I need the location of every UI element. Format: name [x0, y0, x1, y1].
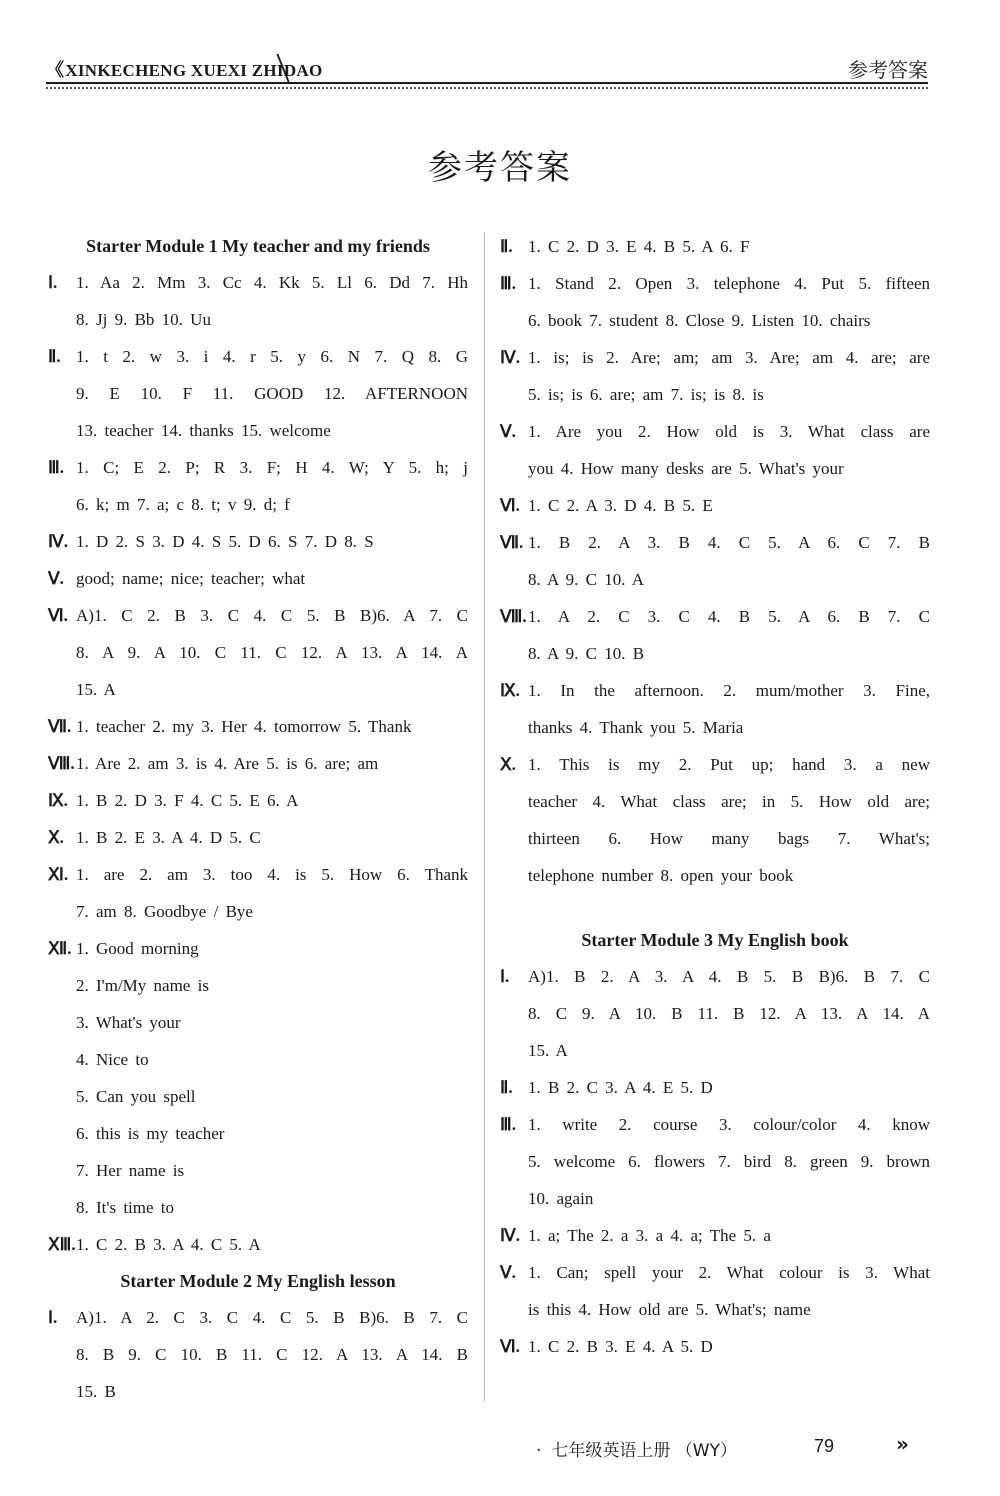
answer-section [500, 524, 930, 598]
module-title: Starter Module 2 My English lesson [120, 1271, 396, 1291]
section-number: Ⅹ. [48, 828, 64, 847]
answer-section [500, 1328, 930, 1365]
answer-line: 1. A 2. C 3. C 4. B 5. A 6. B 7. C [528, 607, 930, 626]
answer-section [500, 746, 930, 894]
answer-line: 6. k; m 7. a; c 8. t; v 9. d; f [76, 495, 290, 514]
answer-section [500, 339, 930, 413]
answer-line: 15. A [76, 680, 116, 699]
answer-line: 8. A 9. A 10. C 11. C 12. A 13. A 14. A [76, 643, 468, 662]
answer-line: is this 4. How old are 5. What's; name [528, 1300, 811, 1319]
answer-line: 1. B 2. A 3. B 4. C 5. A 6. C 7. B [528, 533, 930, 552]
section-number: Ⅳ. [500, 1226, 520, 1245]
answer-line: 3. What's your [76, 1013, 181, 1032]
answer-line: 6. book 7. student 8. Close 9. Listen 10. chairs [528, 311, 871, 330]
answer-line: 13. teacher 14. thanks 15. welcome [76, 421, 331, 440]
section-number: Ⅰ. [48, 273, 58, 292]
answer-line: 10. again [528, 1189, 594, 1208]
book-title: 七年级英语上册 （WY） [551, 1441, 738, 1461]
answer-section [48, 856, 468, 930]
answer-line: 1. t 2. w 3. i 4. r 5. y 6. N 7. Q 8. G [76, 347, 468, 366]
answer-line: 5. welcome 6. flowers 7. bird 8. green 9. brown [528, 1152, 930, 1171]
answer-line: 1. Can; spell your 2. What colour is 3. What [528, 1263, 930, 1282]
footer-dot: · [536, 1441, 542, 1461]
header-rule [46, 82, 928, 84]
answer-section [48, 1299, 468, 1410]
answer-line: you 4. How many desks are 5. What's your [528, 459, 844, 478]
answer-line: 7. am 8. Goodbye / Bye [76, 902, 253, 921]
answer-section [48, 745, 468, 782]
section-number: Ⅶ. [500, 533, 524, 552]
section-number: Ⅵ. [500, 1337, 520, 1356]
answer-line: telephone number 8. open your book [528, 866, 794, 885]
answer-section [48, 597, 468, 708]
answer-line: 1. C 2. B 3. E 4. A 5. D [528, 1337, 713, 1356]
answer-line: 15. B [76, 1382, 116, 1401]
section-number: Ⅱ. [500, 237, 513, 256]
section-number: Ⅸ. [48, 791, 68, 810]
left-column [48, 228, 468, 1410]
section-number: Ⅲ. [48, 458, 64, 477]
section-number: Ⅸ. [500, 681, 520, 700]
column-divider [484, 232, 485, 1402]
answer-line: 1. is; is 2. Are; am; am 3. Are; am 4. are; are [528, 348, 930, 367]
answer-section [500, 598, 930, 672]
answer-line: 7. Her name is [76, 1161, 185, 1180]
answer-section [48, 930, 468, 1226]
section-number: Ⅳ. [500, 348, 520, 367]
answer-line: 1. Are you 2. How old is 3. What class are [528, 422, 930, 441]
running-header [46, 52, 928, 86]
answer-line: 9. E 10. F 11. GOOD 12. AFTERNOON [76, 384, 468, 403]
answer-line: thanks 4. Thank you 5. Maria [528, 718, 744, 737]
answer-section [48, 819, 468, 856]
answer-line: 1. C 2. B 3. A 4. C 5. A [76, 1235, 261, 1254]
next-page-icon: » [896, 1432, 909, 1456]
module-title: Starter Module 3 My English book [581, 930, 849, 950]
answer-line: 1. C 2. A 3. D 4. B 5. E [528, 496, 713, 515]
answer-line: 15. A [528, 1041, 568, 1060]
answer-section [48, 708, 468, 745]
answer-line: 6. this is my teacher [76, 1124, 225, 1143]
answer-section [500, 265, 930, 339]
answer-line: 8. B 9. C 10. B 11. C 12. A 13. A 14. B [76, 1345, 468, 1364]
answer-line: 1. C 2. D 3. E 4. B 5. A 6. F [528, 237, 750, 256]
answer-section [500, 1106, 930, 1217]
section-number: Ⅴ. [48, 569, 64, 588]
answer-line: 1. B 2. D 3. F 4. C 5. E 6. A [76, 791, 299, 810]
answer-line: 1. C; E 2. P; R 3. F; H 4. W; Y 5. h; j [76, 458, 468, 477]
section-number: Ⅴ. [500, 422, 516, 441]
answer-line: 1. teacher 2. my 3. Her 4. tomorrow 5. Thank [76, 717, 412, 736]
answer-line: teacher 4. What class are; in 5. How old are; [528, 792, 930, 811]
section-number: Ⅵ. [48, 606, 68, 625]
answer-line: 4. Nice to [76, 1050, 149, 1069]
section-number: Ⅰ. [500, 967, 510, 986]
answer-line: 8. A 9. C 10. B [528, 644, 645, 663]
section-number: Ⅹ. [500, 755, 516, 774]
answer-section [500, 1069, 930, 1106]
answer-line: 8. It's time to [76, 1198, 175, 1217]
answer-section [48, 523, 468, 560]
section-number: Ⅴ. [500, 1263, 516, 1282]
section-number: ⅩⅢ. [48, 1235, 76, 1254]
section-number: Ⅲ. [500, 274, 516, 293]
header-section-title: 参考答案 [848, 58, 928, 82]
section-number: Ⅱ. [48, 347, 61, 366]
section-number: Ⅷ. [500, 607, 527, 626]
answer-section [48, 782, 468, 819]
answer-section [48, 1226, 468, 1263]
answer-section [48, 264, 468, 338]
answer-line: 5. Can you spell [76, 1087, 196, 1106]
page-number: 79 [814, 1436, 835, 1456]
section-number: Ⅻ. [48, 939, 72, 958]
answer-line: 1. are 2. am 3. too 4. is 5. How 6. Thank [76, 865, 468, 884]
right-column [500, 228, 930, 1365]
answer-line: 2. I'm/My name is [76, 976, 209, 995]
section-number: Ⅳ. [48, 532, 68, 551]
page-title: 参考答案 [428, 148, 572, 188]
section-number: Ⅶ. [48, 717, 72, 736]
section-number: Ⅺ. [48, 865, 69, 884]
answer-line: A)1. C 2. B 3. C 4. C 5. B B)6. A 7. C [76, 606, 468, 625]
answer-line: 8. C 9. A 10. B 11. B 12. A 13. A 14. A [528, 1004, 930, 1023]
answer-line: 1. write 2. course 3. colour/color 4. know [528, 1115, 930, 1134]
answer-line: 1. Good morning [76, 939, 199, 958]
answer-section [500, 1217, 930, 1254]
module-title: Starter Module 1 My teacher and my friends [86, 236, 430, 256]
header-dotted-rule [46, 87, 928, 89]
double-chevron-icon: 《 [46, 60, 65, 80]
answer-line: 1. Are 2. am 3. is 4. Are 5. is 6. are; am [76, 754, 379, 773]
answer-line: 1. a; The 2. a 3. a 4. a; The 5. a [528, 1226, 771, 1245]
answer-line: 1. B 2. E 3. A 4. D 5. C [76, 828, 261, 847]
brand-text: XINKECHENG XUEXI ZHIDAO [65, 61, 323, 80]
section-number: Ⅲ. [500, 1115, 516, 1134]
answer-line: 5. is; is 6. are; am 7. is; is 8. is [528, 385, 764, 404]
answer-section [500, 958, 930, 1069]
section-number: Ⅵ. [500, 496, 520, 515]
answer-line: 1. In the afternoon. 2. mum/mother 3. Fine, [528, 681, 930, 700]
answer-section [500, 672, 930, 746]
section-number: Ⅰ. [48, 1308, 58, 1327]
answer-section [500, 228, 930, 265]
answer-section [500, 413, 930, 487]
answer-line: good; name; nice; teacher; what [76, 569, 306, 588]
answer-line: 1. This is my 2. Put up; hand 3. a new [528, 755, 930, 774]
section-number: Ⅷ. [48, 754, 75, 773]
answer-line: A)1. A 2. C 3. C 4. C 5. B B)6. B 7. C [76, 1308, 468, 1327]
section-gap [500, 894, 930, 922]
answer-line: thirteen 6. How many bags 7. What's; [528, 829, 930, 848]
footer-book-title [536, 1436, 737, 1461]
answer-section [500, 487, 930, 524]
answer-line: A)1. B 2. A 3. A 4. B 5. B B)6. B 7. C [528, 967, 930, 986]
answer-line: 1. D 2. S 3. D 4. S 5. D 6. S 7. D 8. S [76, 532, 374, 551]
answer-line: 8. A 9. C 10. A [528, 570, 645, 589]
answer-line: 8. Jj 9. Bb 10. Uu [76, 310, 211, 329]
answer-section [500, 1254, 930, 1328]
section-number: Ⅱ. [500, 1078, 513, 1097]
answer-line: 1. B 2. C 3. A 4. E 5. D [528, 1078, 713, 1097]
answer-section [48, 449, 468, 523]
answer-line: 1. Aa 2. Mm 3. Cc 4. Kk 5. Ll 6. Dd 7. Hh [76, 273, 468, 292]
answer-section [48, 560, 468, 597]
answer-section [48, 338, 468, 449]
answer-line: 1. Stand 2. Open 3. telephone 4. Put 5. fifteen [528, 274, 930, 293]
